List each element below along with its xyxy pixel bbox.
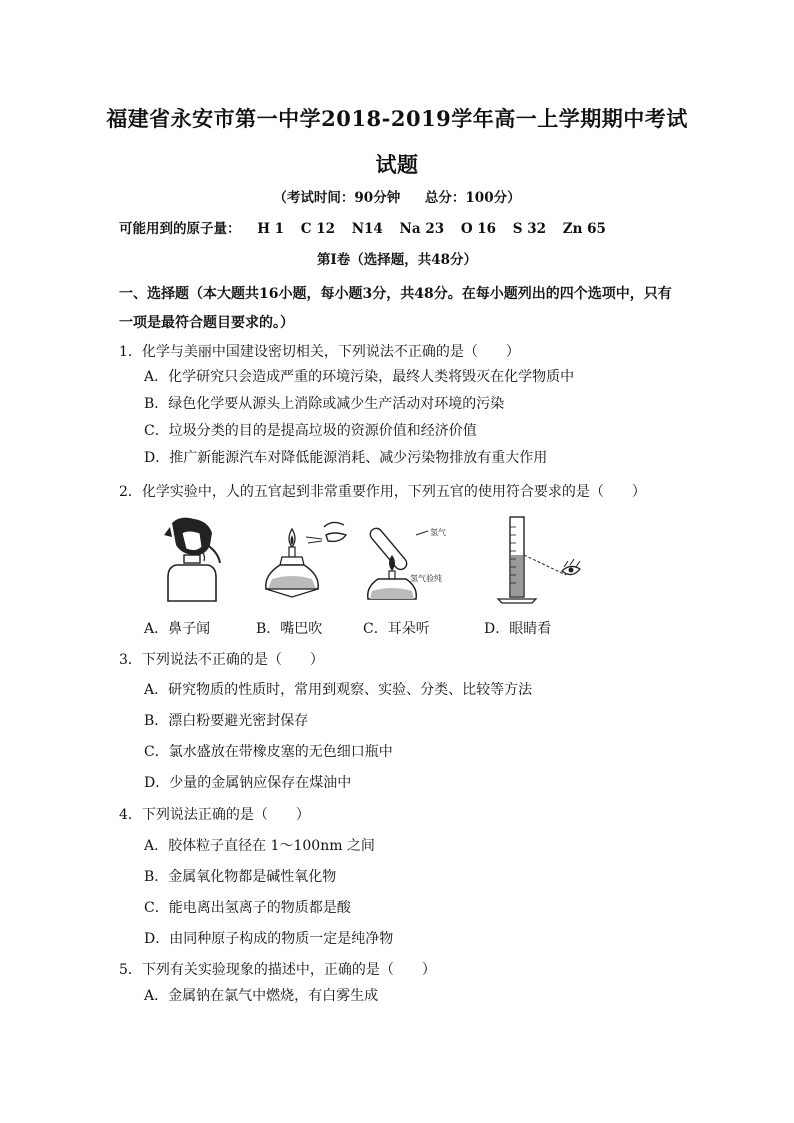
title-line-1: 福建省永安市第一中学2018-2019学年高一上学期期中考试 <box>106 106 688 131</box>
question-2-figures <box>140 515 640 610</box>
question-option: C．垃圾分类的目的是提高垃圾的资源价值和经济价值 <box>144 423 477 439</box>
question-stem: 3．下列说法不正确的是（ ） <box>119 652 324 668</box>
title-line-2: 试题 <box>375 152 419 177</box>
exam-score: 总分：100分） <box>424 190 521 206</box>
blowing-lamp-figure <box>262 515 357 605</box>
question-option: B．嘴巴吹 <box>256 621 323 637</box>
question-option: C．能电离出氢离子的物质都是酸 <box>144 900 351 916</box>
question-stem: 5．下列有关实验现象的描述中，正确的是（ ） <box>119 962 436 978</box>
question-option: D．推广新能源汽车对降低能源消耗、减少污染物排放有重大作用 <box>144 450 548 466</box>
question-option: B．绿色化学要从源头上消除或减少生产活动对环境的污染 <box>144 396 505 412</box>
question-option: A．胶体粒子直径在 1～100nm 之间 <box>144 838 375 854</box>
cylinder-reading-figure <box>488 515 598 605</box>
exam-title <box>0 102 794 182</box>
smelling-bottle-figure <box>160 515 240 605</box>
question-stem: 1．化学与美丽中国建设密切相关，下列说法不正确的是（ ） <box>119 344 520 360</box>
atomic-mass-line <box>119 217 606 237</box>
atomic-mass-item: N14 <box>351 221 383 237</box>
question-option: C．耳朵听 <box>363 621 430 637</box>
question-option: A．化学研究只会造成严重的环境污染，最终人类将毁灭在化学物质中 <box>144 369 575 385</box>
question-option: A．金属钠在氯气中燃烧，有白雾生成 <box>144 988 379 1004</box>
atomic-mass-item: Na 23 <box>399 221 445 237</box>
question-option: A．研究物质的性质时，常用到观察、实验、分类、比较等方法 <box>144 682 533 698</box>
hydrogen-label: 氢气 <box>430 528 446 537</box>
atomic-mass-label: 可能用到的原子量： <box>119 221 241 237</box>
hydrogen-test-figure <box>362 515 472 605</box>
question-option: D．少量的金属钠应保存在煤油中 <box>144 775 352 791</box>
volume-heading: 第Ⅰ卷（选择题，共48分） <box>316 252 478 268</box>
question-option: D．由同种原子构成的物质一定是纯净物 <box>144 931 394 947</box>
question-option: C．氯水盛放在带橡皮塞的无色细口瓶中 <box>144 744 393 760</box>
question-option: A．鼻子闻 <box>144 621 211 637</box>
question-stem: 4．下列说法正确的是（ ） <box>119 807 310 823</box>
atomic-mass-item: O 16 <box>460 221 497 237</box>
exam-info <box>0 186 794 206</box>
question-option: B．金属氧化物都是碱性氧化物 <box>144 869 337 885</box>
exam-time: （考试时间：90分钟 <box>273 190 401 206</box>
atomic-mass-item: H 1 <box>257 221 285 237</box>
atomic-mass-item: C 12 <box>300 221 335 237</box>
question-option: B．漂白粉要避光密封保存 <box>144 713 309 729</box>
hydrogen-test-label: 氢气验纯 <box>410 574 442 583</box>
atomic-mass-item: Zn 65 <box>562 221 606 237</box>
atomic-mass-item: S 32 <box>512 221 547 237</box>
question-option: D．眼睛看 <box>484 621 552 637</box>
question-stem: 2．化学实验中，人的五官起到非常重要作用，下列五官的使用符合要求的是（ ） <box>119 484 646 500</box>
section-heading: 一、选择题（本大题共16小题，每小题3分，共48分。在每小题列出的四个选项中，只有一项是最符合题目要求的。） <box>119 286 672 331</box>
